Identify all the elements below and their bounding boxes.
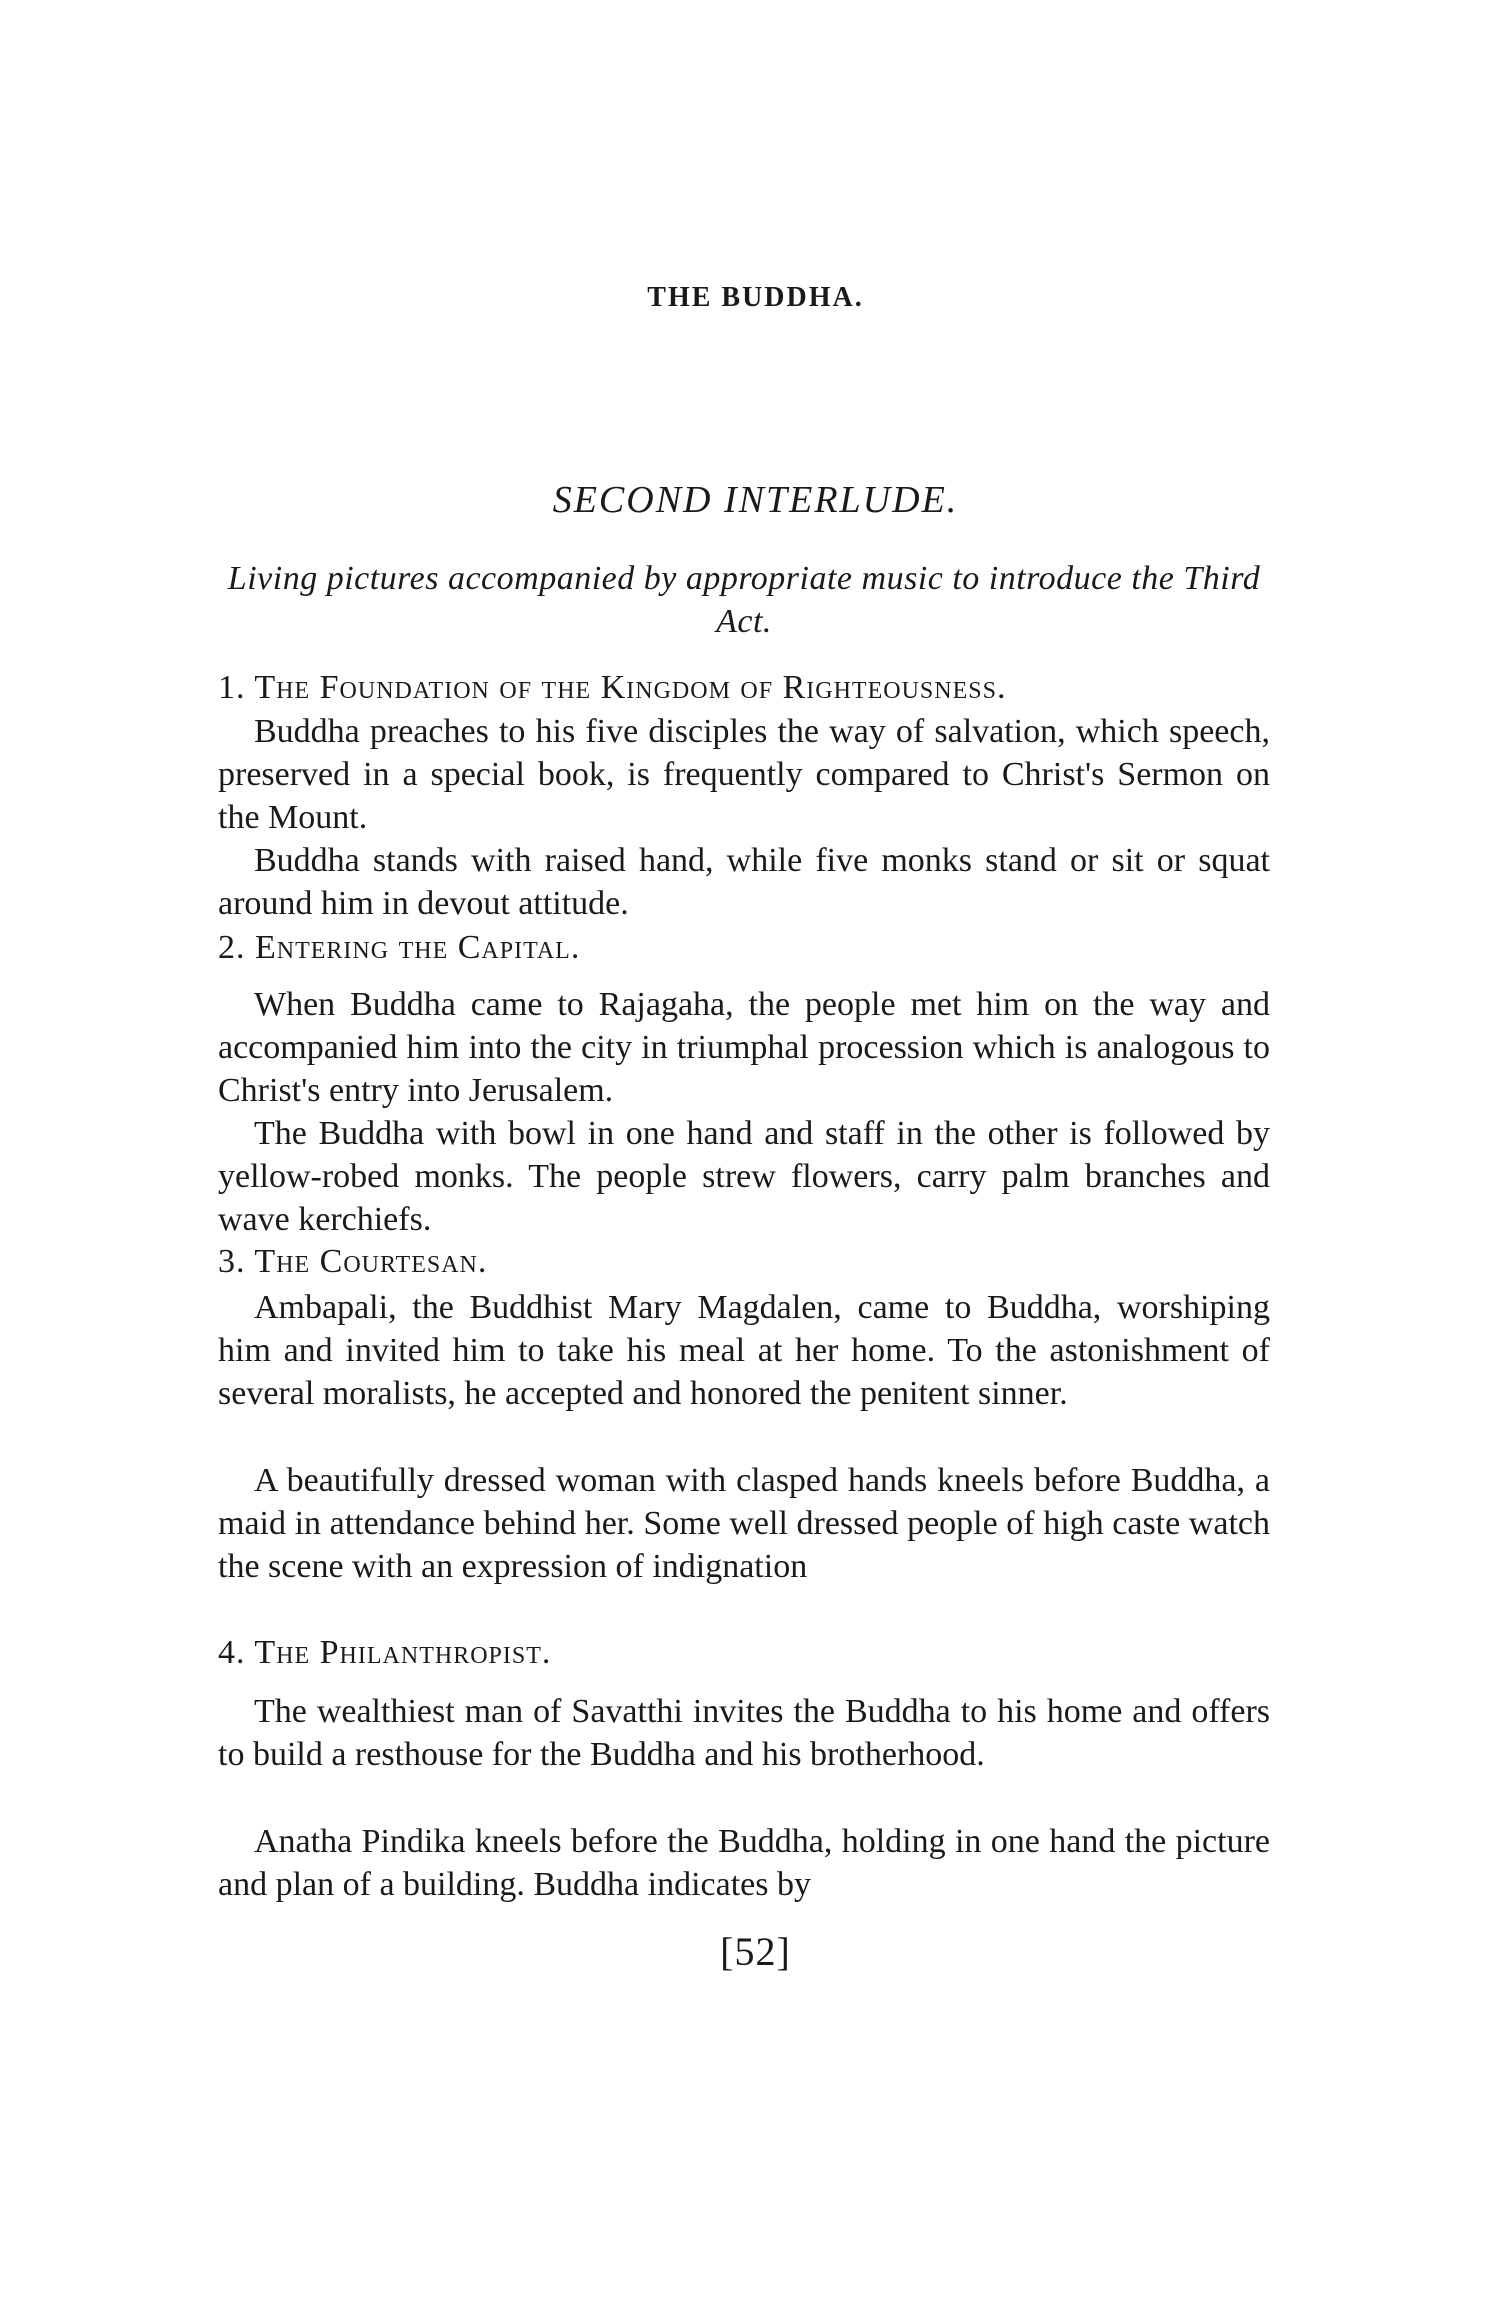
item-heading-3: 3. The Courtesan. xyxy=(218,1243,488,1280)
section-subtitle: Living pictures accompanied by appropriate music to introduce the Third Act. xyxy=(227,560,1261,640)
item-4-paragraph-1: The wealthiest man of Savatthi invites the Buddha to his home and offers to build a resthouse for the Buddha and his brotherhood. xyxy=(218,1693,1270,1773)
item-2-paragraph-2: The Buddha with bowl in one hand and staff in the other is followed by yellow-robed monks. The people strew flowers, carry palm branches and wave kerchiefs. xyxy=(218,1115,1270,1238)
section-title: SECOND INTERLUDE. xyxy=(552,479,959,521)
item-1-paragraph-1: Buddha preaches to his five disciples the way of salvation, which speech, preserved in a special book, is frequently compared to Christ's Sermon on the Mount. xyxy=(218,713,1270,836)
item-heading-1: 1. The Foundation of the Kingdom of Righteousness. xyxy=(218,669,1007,706)
running-head: THE BUDDHA. xyxy=(647,282,864,313)
item-heading-4: 4. The Philanthropist. xyxy=(218,1634,552,1671)
item-2-paragraph-1: When Buddha came to Rajagaha, the people met him on the way and accompanied him into the city in triumphal procession which is analogous to Christ's entry into Jerusalem. xyxy=(218,986,1270,1109)
item-1-paragraph-2: Buddha stands with raised hand, while five monks stand or sit or squat around him in devout attitude. xyxy=(218,842,1270,922)
item-4-paragraph-2: Anatha Pindika kneels before the Buddha, holding in one hand the picture and plan of a building. Buddha indicates by xyxy=(218,1823,1270,1903)
page-number: [52] xyxy=(720,1929,791,1974)
item-3-paragraph-2: A beautifully dressed woman with clasped hands kneels before Buddha, a maid in attendance behind her. Some well dressed people of high caste watch the scene with an expression of indignation xyxy=(218,1462,1270,1585)
item-heading-2: 2. Entering the Capital. xyxy=(218,929,581,966)
item-3-paragraph-1: Ambapali, the Buddhist Mary Magdalen, came to Buddha, worshiping him and invited him to take his meal at her home. To the astonishment of several moralists, he accepted and honored the penitent sinner. xyxy=(218,1289,1270,1412)
